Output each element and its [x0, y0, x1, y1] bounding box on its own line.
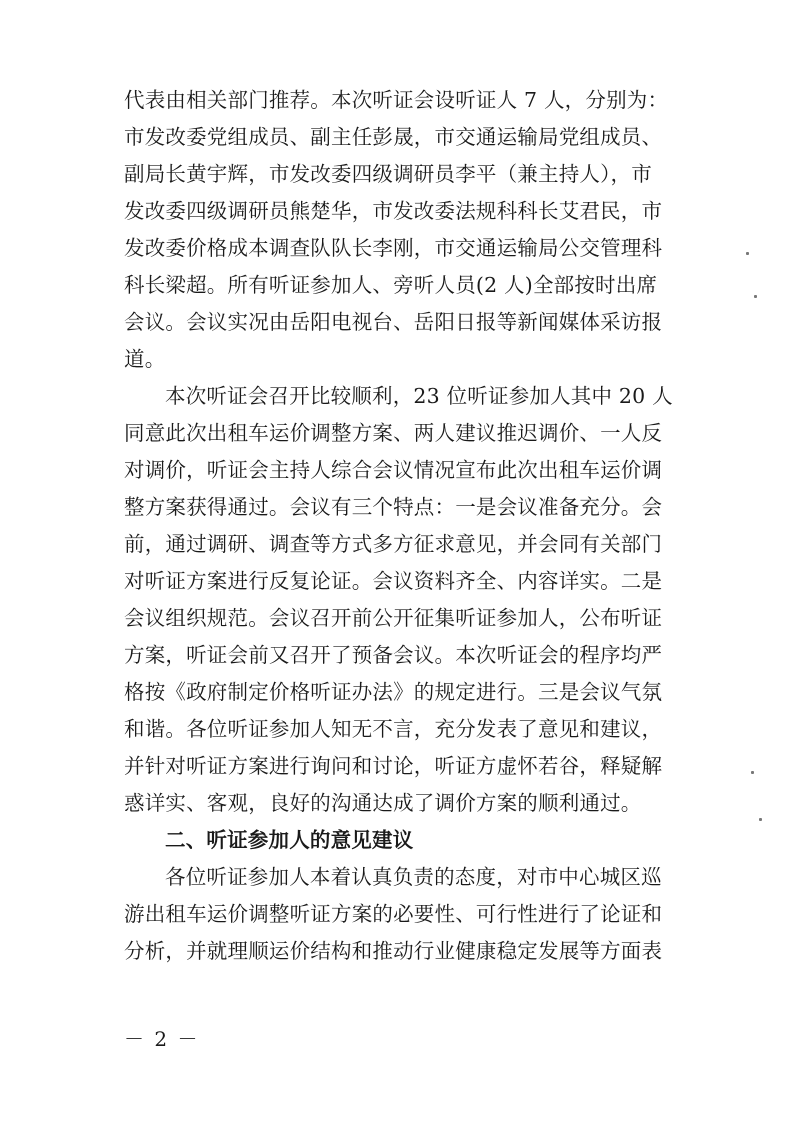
text-line: 市发改委党组成员、副主任彭晟，市交通运输局党组成员、 — [124, 125, 663, 149]
scan-speck — [746, 252, 749, 255]
paragraph-first-line: 各位听证参加人本着认真负责的态度，对市中心城区巡 — [165, 865, 662, 889]
section-heading: 二、听证参加人的意见建议 — [165, 828, 414, 852]
text-line: 前，通过调研、调查等方式多方征求意见，并会同有关部门 — [124, 532, 663, 556]
text-line: 和谐。各位听证参加人知无不言，充分发表了意见和建议， — [124, 717, 663, 741]
scan-speck — [759, 818, 762, 821]
text-line: 代表由相关部门推荐。本次听证会设听证人 7 人，分别为： — [124, 88, 669, 112]
text-line: 发改委四级调研员熊楚华，市发改委法规科科长艾君民，市 — [124, 199, 663, 223]
text-line: 方案，听证会前又召开了预备会议。本次听证会的程序均严 — [124, 643, 663, 667]
document-body — [124, 82, 684, 970]
text-line: 对调价，听证会主持人综合会议情况宣布此次出租车运价调 — [124, 458, 663, 482]
text-line: 科长梁超。所有听证参加人、旁听人员(2 人)全部按时出席 — [124, 273, 658, 297]
text-line: 整方案获得通过。会议有三个特点：一是会议准备充分。会 — [124, 495, 663, 519]
text-line: 分析，并就理顺运价结构和推动行业健康稳定发展等方面表 — [124, 939, 663, 963]
page-number: － 2 － — [124, 1027, 200, 1051]
paragraph-first-line: 本次听证会召开比较顺利，23 位听证参加人其中 20 人 — [165, 384, 673, 408]
text-line: 副局长黄宇辉，市发改委四级调研员李平（兼主持人），市 — [124, 162, 652, 186]
text-line: 同意此次出租车运价调整方案、两人建议推迟调价、一人反 — [124, 421, 663, 445]
text-line: 道。 — [124, 347, 166, 371]
text-line: 格按《政府制定价格听证办法》的规定进行。三是会议气氛 — [124, 680, 663, 704]
text-line: 会议组织规范。会议召开前公开征集听证参加人，公布听证 — [124, 606, 663, 630]
text-line: 对听证方案进行反复论证。会议资料齐全、内容详实。二是 — [124, 569, 663, 593]
text-line: 会议。会议实况由岳阳电视台、岳阳日报等新闻媒体采访报 — [124, 310, 663, 334]
text-line: 并针对听证方案进行询问和讨论，听证方虚怀若谷，释疑解 — [124, 754, 663, 778]
scan-speck — [751, 771, 754, 774]
text-line: 惑详实、客观，良好的沟通达成了调价方案的顺利通过。 — [124, 791, 642, 815]
text-line: 游出租车运价调整听证方案的必要性、可行性进行了论证和 — [124, 902, 663, 926]
text-line: 发改委价格成本调查队队长李刚，市交通运输局公交管理科 — [124, 236, 663, 260]
scan-speck — [754, 295, 757, 298]
